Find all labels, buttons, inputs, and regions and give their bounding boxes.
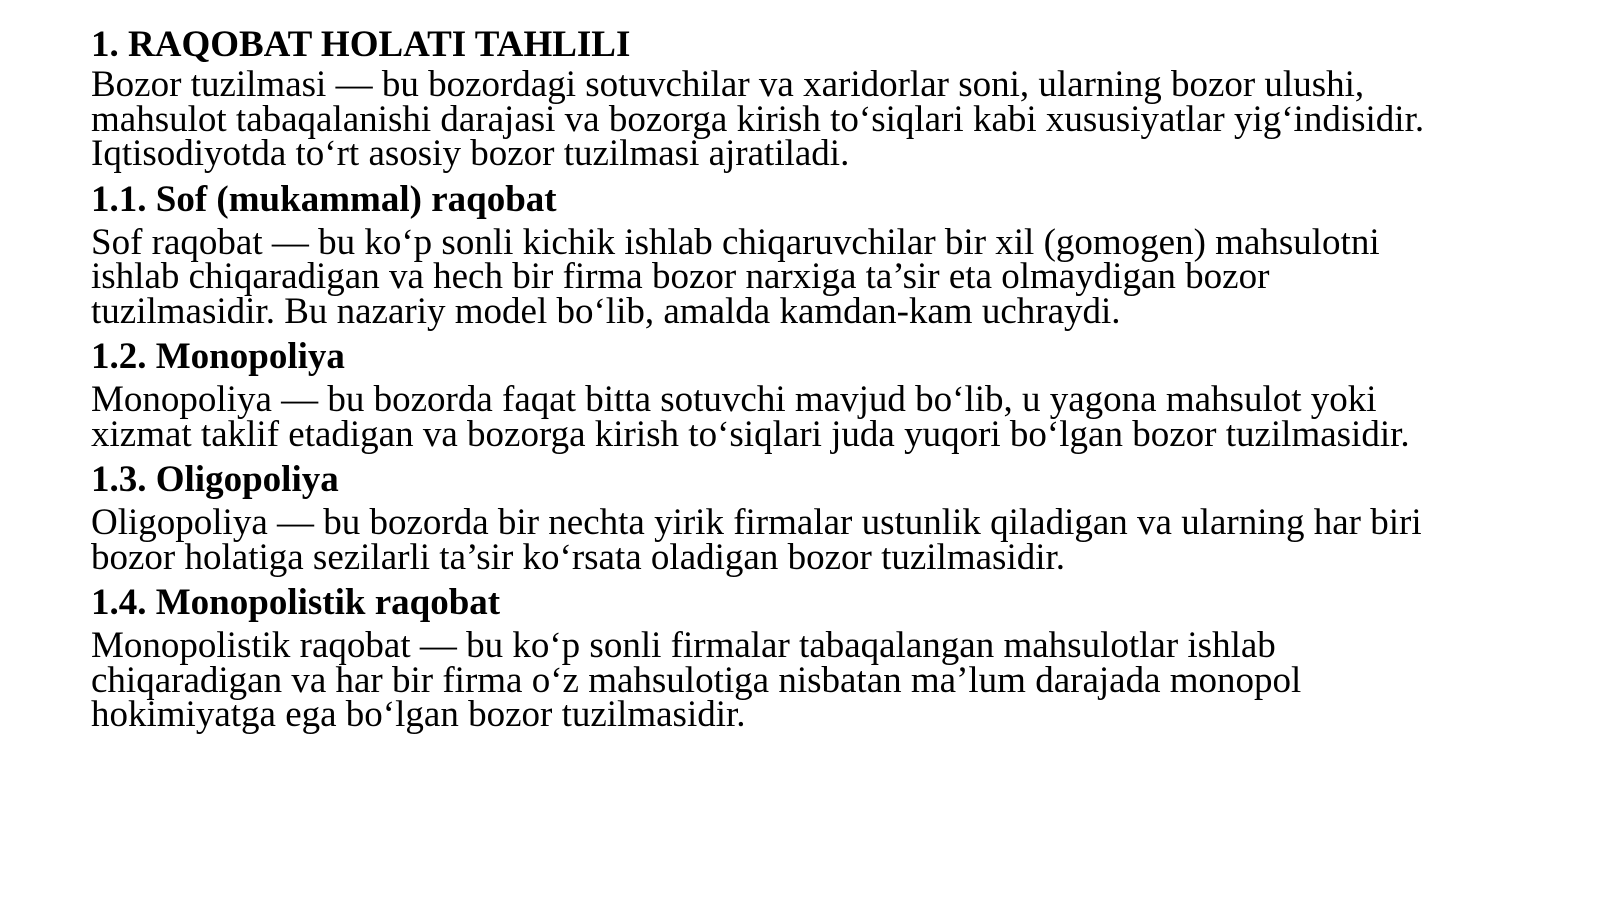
- section-paragraph-monopoliya: [91, 379, 1581, 455]
- intro-paragraph: [91, 64, 1581, 174]
- intro-line: Bozor tuzilmasi — bu bozordagi sotuvchilar va xaridorlar soni, ularning bozor ulushi,: [91, 64, 1365, 105]
- paragraph-line: ishlab chiqaradigan va hech bir firma bozor narxiga ta’sir eta olmaydigan bozor: [91, 256, 1270, 297]
- section-paragraph-monopolistik-raqobat: [91, 625, 1581, 735]
- paragraph-line: chiqaradigan va har bir firma o‘z mahsulotiga nisbatan ma’lum darajada monopol: [91, 659, 1302, 701]
- paragraph-line: Sof raqobat — bu ko‘p sonli kichik ishlab chiqaruvchilar bir xil (gomogen) mahsulotni: [91, 221, 1380, 263]
- section-paragraph-sof-raqobat: [91, 221, 1581, 332]
- paragraph-line: Monopoliya — bu bozorda faqat bitta sotuvchi mavjud bo‘lib, u yagona mahsulot yoki: [91, 379, 1377, 420]
- intro-line: mahsulot tabaqalanishi darajasi va bozorga kirish to‘siqlari kabi xususiyatlar yig‘indisidir.: [91, 98, 1425, 140]
- paragraph-line: tuzilmasidir. Bu nazariy model bo‘lib, amalda kamdan-kam uchraydi.: [91, 290, 1121, 332]
- paragraph-line: Monopolistik raqobat — bu ko‘p sonli firmalar tabaqalangan mahsulotlar ishlab: [91, 625, 1276, 666]
- section-heading-sof-raqobat: 1.1. Sof (mukammal) raqobat: [91, 178, 557, 220]
- paragraph-line: hokimiyatga ega bo‘lgan bozor tuzilmasidir.: [91, 694, 746, 735]
- document-body: [91, 22, 1581, 739]
- paragraph-line: bozor holatiga sezilarli ta’sir ko‘rsata oladigan bozor tuzilmasidir.: [91, 536, 1066, 578]
- section-heading-oligopoliya: 1.3. Oligopoliya: [91, 459, 339, 500]
- paragraph-line: xizmat taklif etadigan va bozorga kirish to‘siqlari juda yuqori bo‘lgan bozor tuzilmasidir.: [91, 413, 1410, 455]
- section-heading-monopolistik-raqobat: 1.4. Monopolistik raqobat: [91, 582, 501, 623]
- section-heading-monopoliya: 1.2. Monopoliya: [91, 336, 345, 377]
- paragraph-line: Oligopoliya — bu bozorda bir nechta yirik firmalar ustunlik qiladigan va ularning har biri: [91, 502, 1422, 543]
- document-title: 1. RAQOBAT HOLATI TAHLILI: [91, 24, 631, 65]
- section-paragraph-oligopoliya: [91, 502, 1581, 578]
- intro-line: Iqtisodiyotda to‘rt asosiy bozor tuzilmasi ajratiladi.: [91, 133, 850, 174]
